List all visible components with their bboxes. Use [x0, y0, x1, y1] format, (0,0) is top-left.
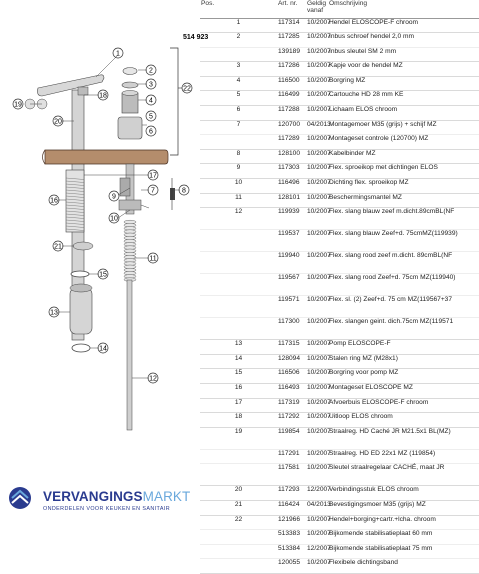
callout-label: 8 — [182, 187, 186, 195]
sprayhead-part — [120, 178, 130, 196]
table-row — [200, 500, 479, 515]
callout-label: 6 — [149, 128, 153, 136]
cell-desc: Afvoerbuis ELOSCOPE-F chroom — [328, 398, 479, 413]
cell-art: 116500 — [277, 76, 306, 91]
table-row — [200, 252, 479, 274]
header-date: Geldig vanaf — [306, 0, 328, 18]
cell-date: 10/2007 — [306, 559, 328, 574]
cell-desc: Pomp ELOSCOPE-F — [328, 340, 479, 355]
table-row — [200, 486, 479, 501]
table-row — [200, 62, 479, 77]
cell-desc: Beschermingsmantel MZ — [328, 193, 479, 208]
cell-art: 117289 — [277, 135, 306, 150]
cell-pos: 5 — [200, 91, 277, 106]
table-row — [200, 354, 479, 369]
cell-pos: 16 — [200, 384, 277, 399]
cell-date: 10/2007 — [306, 296, 328, 318]
cell-date: 10/2007 — [306, 18, 328, 33]
table-row — [200, 318, 479, 340]
table-row — [200, 449, 479, 464]
table-row — [200, 149, 479, 164]
table-row — [200, 427, 479, 449]
cell-date: 10/2007 — [306, 179, 328, 194]
callout-label: 22 — [183, 85, 191, 93]
table-row — [200, 91, 479, 106]
cell-date: 10/2007 — [306, 230, 328, 252]
cell-desc: Borgring voor pomp MZ — [328, 369, 479, 384]
callout-label: 13 — [50, 309, 58, 317]
cell-art: 117293 — [277, 486, 306, 501]
cap-part — [123, 68, 137, 75]
cell-pos: 13 — [200, 340, 277, 355]
cell-art: 117581 — [277, 464, 306, 486]
cell-art: 121966 — [277, 515, 306, 530]
table-row — [200, 164, 479, 179]
table-row — [200, 106, 479, 121]
brand-name-part1: VERVANGINGS — [43, 489, 143, 504]
cell-desc: Montagemoer M35 (grijs) + schijf MZ — [328, 120, 479, 135]
parts-table-container — [200, 0, 479, 567]
cell-art: 116493 — [277, 384, 306, 399]
header-pos: Pos. — [200, 0, 277, 18]
cell-desc: Flex. sproeikop met dichtingen ELOS — [328, 164, 479, 179]
cell-pos — [200, 544, 277, 559]
cell-pos: 20 — [200, 486, 277, 501]
table-row — [200, 76, 479, 91]
body-part — [118, 117, 142, 139]
callout-label: 12 — [149, 375, 157, 383]
callout-label: 10 — [110, 215, 118, 223]
cell-desc: Bevestigingsmoer M35 (grijs) MZ — [328, 500, 479, 515]
cell-art: 117315 — [277, 340, 306, 355]
callout-label: 3 — [149, 81, 153, 89]
bracket-22 — [170, 48, 178, 155]
cell-date: 12/2007 — [306, 486, 328, 501]
cell-pos: 21 — [200, 500, 277, 515]
cell-art: 117288 — [277, 106, 306, 121]
cell-art: 117292 — [277, 413, 306, 428]
cell-desc: Borgring MZ — [328, 76, 479, 91]
cell-art: 117285 — [277, 33, 306, 48]
table-row — [200, 544, 479, 559]
cell-art: 116499 — [277, 91, 306, 106]
parts-table — [200, 0, 479, 574]
cell-desc: Inbus sleutel SM 2 mm — [328, 47, 479, 62]
handle-part — [38, 75, 105, 96]
cell-desc: Hendel+borging+cartr.+lcha. chroom — [328, 515, 479, 530]
cell-art: 117291 — [277, 449, 306, 464]
cell-date: 10/2007 — [306, 274, 328, 296]
cell-pos — [200, 274, 277, 296]
cell-desc: Sleutel straalregelaar CACHÉ, maat JR — [328, 464, 479, 486]
cartridge-part — [122, 93, 138, 113]
ring-part — [122, 82, 138, 88]
callout-label: 11 — [149, 255, 157, 263]
cell-desc: Kabelbinder MZ — [328, 149, 479, 164]
table-row — [200, 559, 479, 574]
cell-pos: 9 — [200, 164, 277, 179]
callout-label: 17 — [149, 172, 157, 180]
table-row — [200, 274, 479, 296]
cell-art: 119567 — [277, 274, 306, 296]
cell-art: 119537 — [277, 230, 306, 252]
part-number: 514 923 — [183, 34, 209, 41]
cell-pos: 19 — [200, 427, 277, 449]
table-row — [200, 208, 479, 230]
cable-tie — [170, 188, 175, 200]
cell-date: 10/2007 — [306, 464, 328, 486]
cell-date: 10/2007 — [306, 76, 328, 91]
table-row — [200, 230, 479, 252]
table-row — [200, 369, 479, 384]
table-row — [200, 413, 479, 428]
cell-pos: 11 — [200, 193, 277, 208]
cell-pos: 6 — [200, 106, 277, 121]
cell-date: 04/2013 — [306, 120, 328, 135]
hose-part — [127, 280, 132, 430]
cell-pos — [200, 47, 277, 62]
cell-art: 117303 — [277, 164, 306, 179]
callout-label: 20 — [54, 118, 62, 126]
callout-label: 14 — [99, 345, 107, 353]
cell-desc: Cartouche HD 28 mm KE — [328, 91, 479, 106]
cell-art: 513383 — [277, 530, 306, 545]
cell-pos: 7 — [200, 120, 277, 135]
cell-art: 128094 — [277, 354, 306, 369]
cell-desc: Kapje voor de hendel MZ — [328, 62, 479, 77]
cell-art: 117300 — [277, 318, 306, 340]
callout-label: 2 — [149, 67, 153, 75]
table-header-row — [200, 0, 479, 18]
callout-label: 18 — [99, 92, 107, 100]
table-row — [200, 179, 479, 194]
cell-date: 10/2007 — [306, 530, 328, 545]
cell-art: 119940 — [277, 252, 306, 274]
cell-date: 10/2007 — [306, 413, 328, 428]
brand-name-part2: MARKT — [142, 489, 191, 504]
cell-pos — [200, 464, 277, 486]
cell-pos: 18 — [200, 413, 277, 428]
table-row — [200, 530, 479, 545]
cell-desc: Montageset controle (120700) MZ — [328, 135, 479, 150]
cell-date: 10/2007 — [306, 340, 328, 355]
cell-desc: Straalreg. HD Caché JR M21.5x1 BL(MZ) — [328, 427, 479, 449]
cell-art: 120055 — [277, 559, 306, 574]
cell-date: 10/2007 — [306, 193, 328, 208]
cell-date: 10/2007 — [306, 384, 328, 399]
cell-pos: 14 — [200, 354, 277, 369]
cell-pos: 10 — [200, 179, 277, 194]
cell-date: 10/2007 — [306, 164, 328, 179]
cell-date: 10/2007 — [306, 91, 328, 106]
table-row — [200, 47, 479, 62]
callout-label: 19 — [14, 101, 22, 109]
cell-date: 10/2007 — [306, 33, 328, 48]
table-row — [200, 296, 479, 318]
cell-date: 12/2007 — [306, 544, 328, 559]
cell-desc: Flex. slang rood zeef m.dicht. 89cmBL(NF — [328, 252, 479, 274]
cell-desc: Dichting flex. sproeikop MZ — [328, 179, 479, 194]
cell-pos — [200, 318, 277, 340]
cell-date: 10/2007 — [306, 398, 328, 413]
cell-desc: Straalreg. HD ED 22x1 MZ (119854) — [328, 449, 479, 464]
cell-pos: 1 — [200, 18, 277, 33]
cell-desc: Uitloop ELOS chroom — [328, 413, 479, 428]
cell-desc: Bijkomende stabilisatieplaat 75 mm — [328, 544, 479, 559]
cell-date: 10/2007 — [306, 318, 328, 340]
counter-top — [45, 150, 168, 164]
cell-desc: Lichaam ELOS chroom — [328, 106, 479, 121]
cell-pos — [200, 296, 277, 318]
cell-art: 119854 — [277, 427, 306, 449]
cell-date: 10/2007 — [306, 47, 328, 62]
cell-desc: Flexibele dichtingsband — [328, 559, 479, 574]
table-row — [200, 464, 479, 486]
cell-pos: 4 — [200, 76, 277, 91]
cell-art: 116424 — [277, 500, 306, 515]
cell-pos — [200, 230, 277, 252]
cell-art: 139189 — [277, 47, 306, 62]
cell-desc: Hendel ELOSCOPE-F chroom — [328, 18, 479, 33]
cell-pos: 3 — [200, 62, 277, 77]
cell-date: 10/2007 — [306, 515, 328, 530]
table-row — [200, 398, 479, 413]
cell-art: 117319 — [277, 398, 306, 413]
cell-pos — [200, 252, 277, 274]
table-row — [200, 384, 479, 399]
cell-desc: Montageset ELOSCOPE MZ — [328, 384, 479, 399]
cell-pos: 15 — [200, 369, 277, 384]
callout-label: 21 — [54, 243, 62, 251]
cell-art: 128100 — [277, 149, 306, 164]
cell-pos — [200, 559, 277, 574]
cell-date: 04/2013 — [306, 500, 328, 515]
cell-date: 10/2007 — [306, 149, 328, 164]
cell-art: 116496 — [277, 179, 306, 194]
callout-label: 7 — [151, 187, 155, 195]
cell-date: 10/2007 — [306, 252, 328, 274]
cell-desc: Stalen ring MZ (M28x1) — [328, 354, 479, 369]
brand-tagline: ONDERDELEN VOOR KEUKEN EN SANITAIR — [43, 506, 171, 512]
cell-desc: Flex. slang blauw zeef m.dicht.89cmBL(NF — [328, 208, 479, 230]
cell-pos: 8 — [200, 149, 277, 164]
cell-art: 120700 — [277, 120, 306, 135]
table-row — [200, 515, 479, 530]
cell-desc: Flex. slangen geint. dich.75cm MZ(119571 — [328, 318, 479, 340]
cell-date: 10/2007 — [306, 106, 328, 121]
table-row — [200, 33, 479, 48]
header-desc: Omschrijving — [328, 0, 479, 18]
cell-desc: Flex. slang rood Zeef+d. 75cm MZ(119940) — [328, 274, 479, 296]
cell-pos: 12 — [200, 208, 277, 230]
cell-desc: Flex. sl. (2) Zeef+d. 75 cm MZ(119567+37 — [328, 296, 479, 318]
callout-label: 15 — [99, 271, 107, 279]
table-row — [200, 18, 479, 33]
cell-desc: Flex. slang blauw Zeef+d. 75cmMZ(119939) — [328, 230, 479, 252]
cell-art: 117314 — [277, 18, 306, 33]
table-row — [200, 135, 479, 150]
hose-bellows — [124, 220, 136, 281]
cell-date: 10/2007 — [306, 427, 328, 449]
cell-art: 119939 — [277, 208, 306, 230]
callout-label: 9 — [112, 193, 116, 201]
header-art: Art. nr. — [277, 0, 306, 18]
cell-art: 513384 — [277, 544, 306, 559]
cell-pos: 17 — [200, 398, 277, 413]
cell-art: 117286 — [277, 62, 306, 77]
table-row — [200, 120, 479, 135]
cell-date: 10/2007 — [306, 62, 328, 77]
cell-pos — [200, 530, 277, 545]
cell-pos — [200, 449, 277, 464]
cell-art: 116506 — [277, 369, 306, 384]
callout-label: 1 — [116, 50, 120, 58]
cell-desc: Verbindingsstuk ELOS chroom — [328, 486, 479, 501]
callout-label: 4 — [149, 97, 153, 105]
cell-date: 10/2007 — [306, 369, 328, 384]
cell-pos: 2 — [200, 33, 277, 48]
table-row — [200, 193, 479, 208]
cell-date: 10/2007 — [306, 135, 328, 150]
cell-pos — [200, 135, 277, 150]
brand-logo — [6, 482, 196, 518]
cell-pos: 22 — [200, 515, 277, 530]
callout-label: 5 — [149, 113, 153, 121]
cell-date: 10/2007 — [306, 449, 328, 464]
callout-label: 16 — [50, 197, 58, 205]
cell-desc: Bijkomende stabilisatieplaat 60 mm — [328, 530, 479, 545]
cell-art: 128101 — [277, 193, 306, 208]
cell-date: 10/2007 — [306, 354, 328, 369]
pump-part — [70, 288, 92, 334]
cell-art: 119571 — [277, 296, 306, 318]
table-row — [200, 340, 479, 355]
cell-date: 10/2007 — [306, 208, 328, 230]
cell-desc: Inbus schroef hendel 2,0 mm — [328, 33, 479, 48]
